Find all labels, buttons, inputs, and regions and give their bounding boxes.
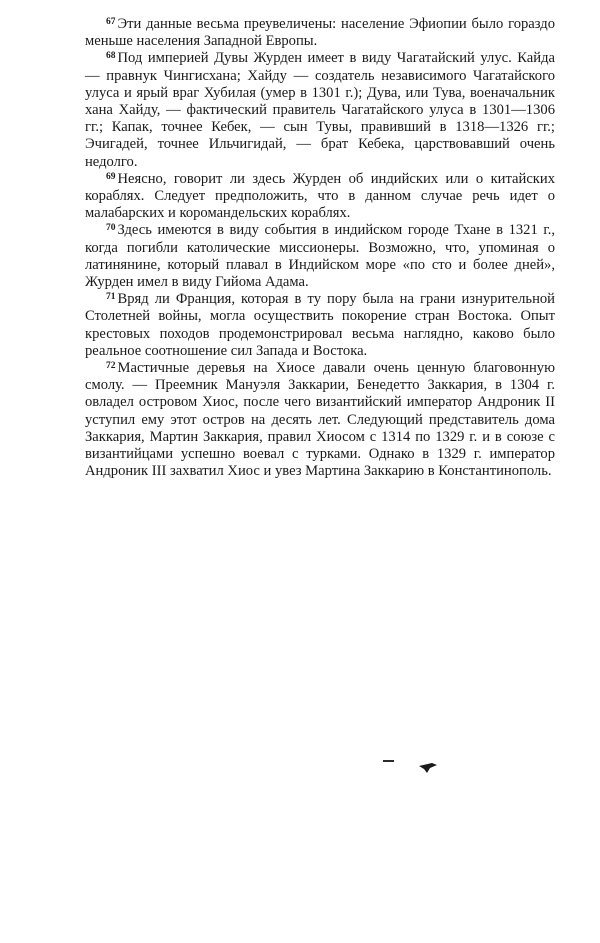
footnote-text: Эти данные весьма преувеличены: население Эфиопии было гораздо меньше населения Западной Европы. — [85, 16, 555, 50]
footnotes-section — [85, 16, 555, 480]
footnote-72 — [85, 360, 555, 480]
ink-speck-dash — [383, 760, 394, 762]
footnote-number: 69 — [106, 171, 116, 182]
footnote-text: Мастичные деревья на Хиосе давали очень ценную благовонную смолу. — Преемник Мануэля Заккарии, Бенедетто Заккария, в 1304 г. овладел островом Хиос, после чего византийский император Андроник II уступил ему этот остров на десять лет. Следующий представитель дома Заккария, Мартин Заккария, правил Хиосом с 1314 по 1329 г. и в союзе с византийцами успешно воевал с турками. Однако в 1329 г. император Андроник III захватил Хиос и увез Мартина Заккарию в Константинополь. — [85, 360, 555, 480]
footnote-68 — [85, 50, 555, 170]
ink-speck-blot — [419, 763, 437, 773]
footnote-70 — [85, 222, 555, 291]
footnote-67 — [85, 16, 555, 50]
footnote-number: 71 — [106, 291, 116, 302]
footnote-number: 70 — [106, 223, 116, 234]
footnote-69 — [85, 171, 555, 223]
footnote-text: Вряд ли Франция, которая в ту пору была на грани изнурительной Столетней войны, могла осуществить покорение стран Востока. Опыт крестовых походов продемонстрировал весьма наглядно, каково было реальное соотношение сил Запада и Востока. — [85, 291, 555, 359]
footnote-text: Неясно, говорит ли здесь Журден об индийских или о китайских кораблях. Следует предположить, что в данном случае речь идет о малабарских и коромандельских кораблях. — [85, 170, 555, 222]
footnote-number: 67 — [106, 16, 116, 27]
footnote-text: Под империей Дувы Журден имеет в виду Чагатайский улус. Кайда — правнук Чингисхана; Хайду — создатель независимого Чагатайского улуса и ярый враг Хубилая (умер в 1301 г.); Дува, или Тува, военачальник хана Хайду, — фактический правитель Чагатайского улуса в 1301—1306 гг.; Капак, точнее Кебек, — сын Тувы, правивший в 1318—1326 гг.; Эчигадей, точнее Ильчигидай, — брат Кебека, царствовавший очень недолго. — [85, 50, 555, 170]
footnote-text: Здесь имеются в виду события в индийском городе Тхане в 1321 г., когда погибли католические миссионеры. Возможно, что, упоминая о латинянине, который плавал в Индийском море «по сто и более дней», Журден имел в виду Гийома Адама. — [85, 222, 555, 291]
footnote-number: 68 — [106, 51, 116, 62]
footnote-number: 72 — [106, 360, 116, 371]
footnote-71 — [85, 291, 555, 360]
